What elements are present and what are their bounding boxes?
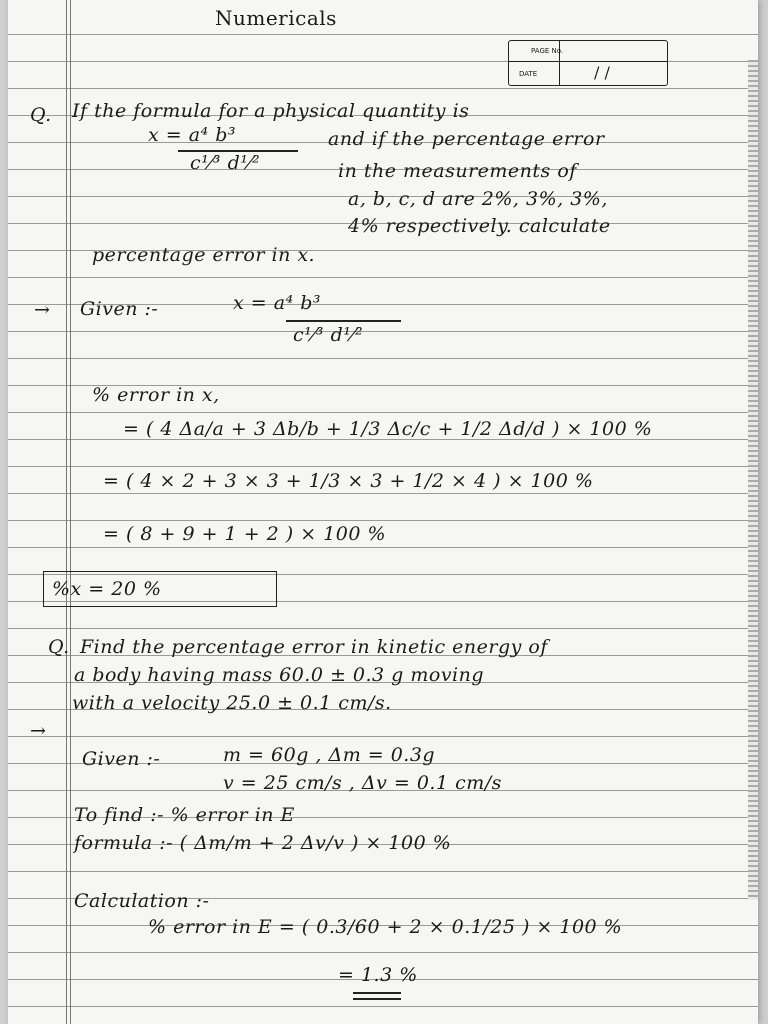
underline — [353, 992, 401, 994]
calculation-line: % error in E = ( 0.3/60 + 2 × 0.1/25 ) × 100 % — [148, 916, 623, 938]
q1-line4: a, b, c, d are 2%, 3%, 3%, — [348, 188, 608, 210]
q1-line2: and if the percentage error — [328, 128, 605, 150]
answer-text: %x = 20 % — [52, 578, 162, 600]
q2-line2: a body having mass 60.0 ± 0.3 g moving — [74, 664, 485, 686]
given-formula-den: c¹⁄³ d¹⁄² — [293, 324, 364, 346]
notebook-page — [8, 0, 758, 1024]
q1-formula-den: c¹⁄³ d¹⁄² — [190, 152, 261, 174]
q1-line5: 4% respectively. calculate — [348, 215, 611, 237]
date-label: DATE — [519, 70, 538, 78]
margin-line — [70, 0, 71, 1024]
arrow-icon: → — [34, 299, 51, 321]
formula-line: formula :- ( Δm/m + 2 Δv/v ) × 100 % — [74, 832, 452, 854]
calculation-label: Calculation :- — [74, 890, 210, 912]
q1-line6: percentage error in x. — [92, 244, 316, 266]
q1-label: Q. — [30, 104, 52, 126]
step-2: = ( 4 × 2 + 3 × 3 + 1/3 × 3 + 1/2 × 4 ) × 100 % — [103, 470, 594, 492]
margin-line — [66, 0, 67, 1024]
q1-line3: in the measurements of — [338, 160, 577, 182]
underline — [353, 998, 401, 1000]
q2-label: Q. — [48, 636, 70, 658]
step-3: = ( 8 + 9 + 1 + 2 ) × 100 % — [103, 523, 387, 545]
given-line-2: v = 25 cm/s , Δv = 0.1 cm/s — [223, 772, 502, 794]
page-edge — [748, 60, 758, 900]
q2-line3: with a velocity 25.0 ± 0.1 cm/s. — [72, 692, 392, 714]
error-label: % error in x, — [92, 384, 220, 406]
q2-line1: Find the percentage error in kinetic energy of — [80, 636, 548, 658]
date-value: / / — [594, 63, 610, 82]
given-line-1: m = 60g , Δm = 0.3g — [223, 744, 436, 766]
result-line: = 1.3 % — [338, 964, 418, 986]
page-date-box — [508, 40, 668, 86]
to-find: To find :- % error in E — [74, 804, 295, 826]
fraction-bar — [286, 320, 401, 322]
step-1: = ( 4 Δa/a + 3 Δb/b + 1/3 Δc/c + 1/2 Δd/d ) × 100 % — [123, 418, 653, 440]
given-label-2: Given :- — [82, 748, 161, 770]
q1-line1: If the formula for a physical quantity is — [72, 100, 470, 122]
page-title: Numericals — [215, 6, 337, 30]
given-formula-num: x = a⁴ b³ — [233, 292, 321, 314]
q1-formula-num: x = a⁴ b³ — [148, 124, 236, 146]
page-no-label: PAGE No. — [531, 47, 564, 55]
arrow-icon: → — [30, 720, 47, 742]
given-label: Given :- — [80, 298, 159, 320]
